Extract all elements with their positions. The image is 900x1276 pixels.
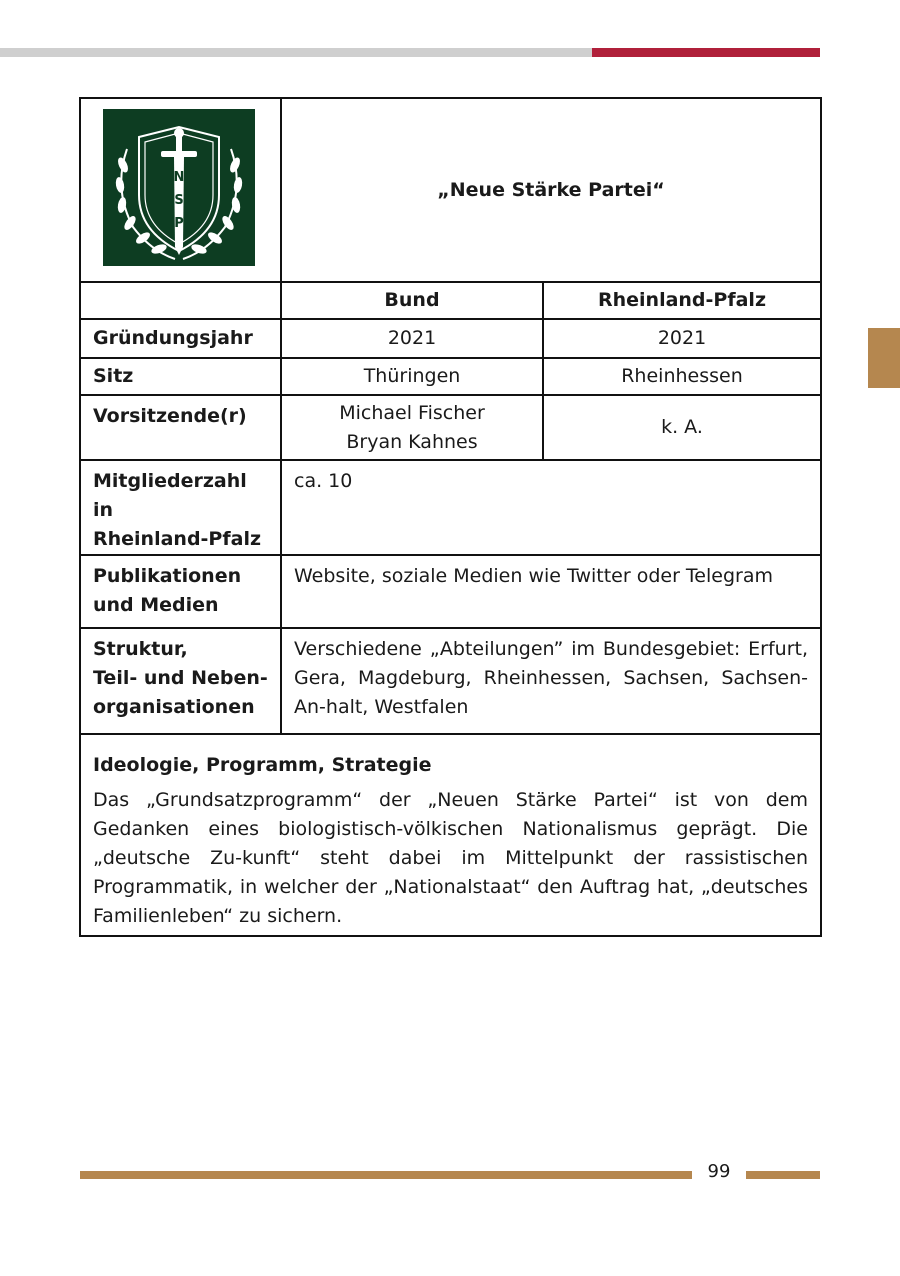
title-row <box>80 98 821 282</box>
founded-row <box>80 319 821 358</box>
ideology-row <box>80 734 821 936</box>
seat-label: Sitz <box>80 358 281 395</box>
members-label <box>80 460 281 555</box>
structure-label-line-3: organisationen <box>93 696 255 718</box>
structure-label-line-1: Struktur, <box>93 638 188 660</box>
chair-rlp: k. A. <box>543 395 821 460</box>
header-rule-gray <box>0 48 592 57</box>
members-label-line-2: Rheinland-Pfalz <box>93 528 262 550</box>
structure-row <box>80 628 821 734</box>
chair-bund-name-2: Bryan Kahnes <box>346 430 478 453</box>
svg-text:S: S <box>174 193 184 208</box>
members-value: ca. 10 <box>281 460 821 555</box>
footer-rule-right <box>746 1171 820 1179</box>
members-label-line-1: Mitgliederzahl in <box>93 470 247 521</box>
founded-bund: 2021 <box>281 319 543 358</box>
column-header-bund: Bund <box>281 282 543 319</box>
chair-bund <box>281 395 543 460</box>
seat-rlp: Rheinhessen <box>543 358 821 395</box>
party-name-title: „Neue Stärke Partei“ <box>281 98 821 282</box>
ideology-heading: Ideologie, Programm, Strategie <box>93 754 432 776</box>
publications-label-line-1: Publikationen <box>93 565 242 587</box>
footer-rule-left <box>80 1171 692 1179</box>
members-row <box>80 460 821 555</box>
party-profile-table <box>79 97 822 937</box>
structure-label <box>80 628 281 734</box>
publications-label <box>80 555 281 628</box>
page-number: 99 <box>707 1161 731 1182</box>
chair-label: Vorsitzende(r) <box>80 395 281 460</box>
nsp-logo-icon <box>103 109 255 266</box>
empty-header-cell <box>80 282 281 319</box>
column-header-rlp: Rheinland-Pfalz <box>543 282 821 319</box>
svg-text:P: P <box>174 216 184 231</box>
column-header-row <box>80 282 821 319</box>
founded-rlp: 2021 <box>543 319 821 358</box>
seat-bund: Thüringen <box>281 358 543 395</box>
publications-value: Website, soziale Medien wie Twitter oder Telegram <box>281 555 821 628</box>
ideology-text: Das „Grundsatzprogramm“ der „Neuen Stärke Partei“ ist von dem Gedanken eines biologistisch-völkischen Nationalismus geprägt. Die „deutsche Zu-kunft“ steht dabei im Mittelpunkt der rassistischen Programmatik, in welcher der „Nationalstaat“ den Auftrag hat, „deutsches Familienleben“ zu sichern. <box>93 789 808 927</box>
chair-bund-name-1: Michael Fischer <box>339 401 485 424</box>
chair-row <box>80 395 821 460</box>
founded-label: Gründungsjahr <box>80 319 281 358</box>
publications-label-line-2: und Medien <box>93 594 219 616</box>
publications-row <box>80 555 821 628</box>
structure-label-line-2: Teil- und Neben- <box>93 667 268 689</box>
ideology-cell <box>80 734 821 936</box>
svg-text:N: N <box>173 170 185 185</box>
header-rule-red <box>592 48 820 57</box>
logo-cell <box>80 98 281 282</box>
chapter-side-tab <box>868 328 900 388</box>
structure-value: Verschiedene „Abteilungen” im Bundesgebiet: Erfurt, Gera, Magdeburg, Rheinhessen, Sachsen, Sachsen-An-halt, Westfalen <box>281 628 821 734</box>
seat-row <box>80 358 821 395</box>
